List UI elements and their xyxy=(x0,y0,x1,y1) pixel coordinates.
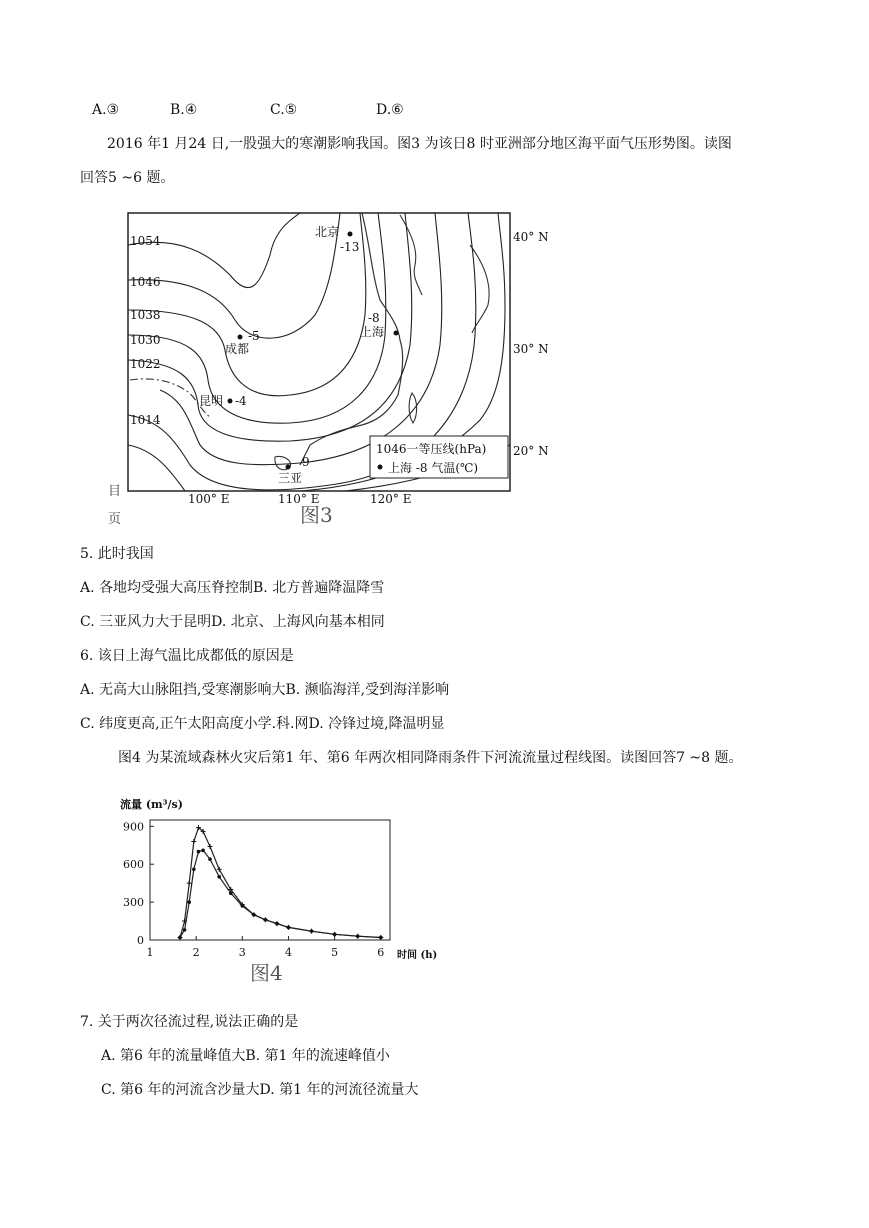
side-mark: 页 xyxy=(108,512,122,527)
q4-option-a: A.③ xyxy=(92,102,120,118)
intro-5-6-line2: 回答5 ~6 题。 xyxy=(80,170,175,186)
side-mark: 目 xyxy=(108,484,122,499)
q6-options-ab: A. 无高大山脉阻挡,受寒潮影响大B. 濒临海洋,受到海洋影响 xyxy=(80,682,450,698)
x-tick-label: 3 xyxy=(238,946,246,959)
city-temp: -5 xyxy=(248,329,260,343)
q5-options-cd: C. 三亚风力大于昆明D. 北京、上海风向基本相同 xyxy=(80,614,385,630)
city-name: 昆明 xyxy=(199,394,224,408)
city-temp: -4 xyxy=(235,394,247,408)
data-point-dot xyxy=(229,891,233,895)
figure-3-pressure-map xyxy=(100,205,560,530)
data-point-dot xyxy=(178,936,182,940)
city-name: 北京 xyxy=(315,225,340,239)
q7-options-cd: C. 第6 年的河流含沙量大D. 第1 年的河流径流量大 xyxy=(101,1082,419,1098)
data-point-plus xyxy=(217,867,222,872)
city-name: 上海 xyxy=(360,325,385,339)
data-point-dot xyxy=(264,918,268,922)
data-point-dot xyxy=(187,900,191,904)
city-dot xyxy=(348,232,353,237)
isobar-label: 1014 xyxy=(130,413,161,427)
data-point-plus xyxy=(187,881,192,886)
legend-temp: 上海 -8 气温(℃) xyxy=(388,461,479,475)
isobar-label: 1038 xyxy=(130,308,161,322)
data-point-dot xyxy=(287,926,291,930)
data-point-dot xyxy=(217,875,221,879)
x-tick-label: 4 xyxy=(284,946,292,959)
q5-options-ab: A. 各地均受强大高压脊控制B. 北方普遍降温降雪 xyxy=(80,580,385,596)
x-ticks xyxy=(147,936,385,959)
q4-option-d: D.⑥ xyxy=(376,102,404,118)
lon-label: 100° E xyxy=(188,492,230,506)
city-dot xyxy=(286,465,291,470)
data-point-plus xyxy=(191,839,196,844)
data-point-dot xyxy=(192,867,196,871)
data-point-dot xyxy=(197,850,201,854)
city-name: 三亚 xyxy=(278,471,303,485)
data-point-dot xyxy=(208,857,212,861)
x-axis-label: 时间 (h) xyxy=(397,950,438,961)
data-point-dot xyxy=(183,928,187,932)
figure-caption: 图3 xyxy=(300,503,333,527)
map-legend xyxy=(370,436,508,478)
city-dot xyxy=(238,335,243,340)
q4-option-c: C.⑤ xyxy=(270,102,298,118)
x-tick-label: 5 xyxy=(331,946,339,959)
city-temp: 9 xyxy=(302,455,310,469)
lat-label: 30° N xyxy=(513,342,549,356)
data-point-dot xyxy=(379,936,383,940)
y-tick-label: 300 xyxy=(123,896,144,910)
y-tick-label: 900 xyxy=(123,820,144,834)
intro-7-8: 图4 为某流域森林火灾后第1 年、第6 年两次相同降雨条件下河流流量过程线图。读图回答7 ~8 题。 xyxy=(118,750,743,766)
y-tick-label: 600 xyxy=(123,858,144,872)
data-point-dot xyxy=(310,929,314,933)
q7-stem: 7. 关于两次径流过程,说法正确的是 xyxy=(80,1014,299,1030)
intro-5-6-line1: 2016 年1 月24 日,一股强大的寒潮影响我国。图3 为该日8 时亚洲部分地区海平面气压形势图。读图 xyxy=(107,136,732,152)
x-tick-label: 6 xyxy=(377,946,385,959)
city-temp: -8 xyxy=(368,311,380,325)
data-point-plus xyxy=(208,844,213,849)
series-line-2 xyxy=(180,850,381,937)
q5-stem: 5. 此时我国 xyxy=(80,546,154,562)
isobar-label: 1046 xyxy=(130,275,161,289)
q7-options-ab: A. 第6 年的流量峰值大B. 第1 年的流速峰值小 xyxy=(101,1048,390,1064)
y-tick-label: 0 xyxy=(137,934,144,947)
data-point-dot xyxy=(252,913,256,917)
data-point-dot xyxy=(333,933,337,937)
q6-options-cd: C. 纬度更高,正午太阳高度小学.科.网D. 冷锋过境,降温明显 xyxy=(80,716,445,732)
lat-label: 40° N xyxy=(513,230,549,244)
x-tick-label: 1 xyxy=(146,946,154,959)
city-name: 成都 xyxy=(225,342,250,356)
figure-caption: 图4 xyxy=(250,961,283,985)
city-temp: -13 xyxy=(340,240,360,254)
y-ticks xyxy=(123,820,154,947)
city-dot xyxy=(228,399,233,404)
q6-stem: 6. 该日上海气温比成都低的原因是 xyxy=(80,648,294,664)
legend-isobar: 1046一等压线(hPa) xyxy=(376,442,487,456)
isobar-label: 1054 xyxy=(130,234,161,248)
data-point-dot xyxy=(201,849,205,853)
data-point-dot xyxy=(356,934,360,938)
q4-option-b: B.④ xyxy=(170,102,198,118)
series-layer xyxy=(178,825,384,940)
y-axis-label: 流量 (m³/s) xyxy=(120,798,183,811)
lon-label: 110° E xyxy=(278,492,320,506)
isobar-label: 1022 xyxy=(130,357,161,371)
lat-label: 20° N xyxy=(513,444,549,458)
data-point-dot xyxy=(241,904,245,908)
figure-4-discharge-chart xyxy=(110,790,460,990)
isobar-label: 1030 xyxy=(130,333,161,347)
city-dot xyxy=(394,331,399,336)
lon-label: 120° E xyxy=(370,492,412,506)
x-tick-label: 2 xyxy=(192,946,200,959)
data-point-dot xyxy=(275,922,279,926)
